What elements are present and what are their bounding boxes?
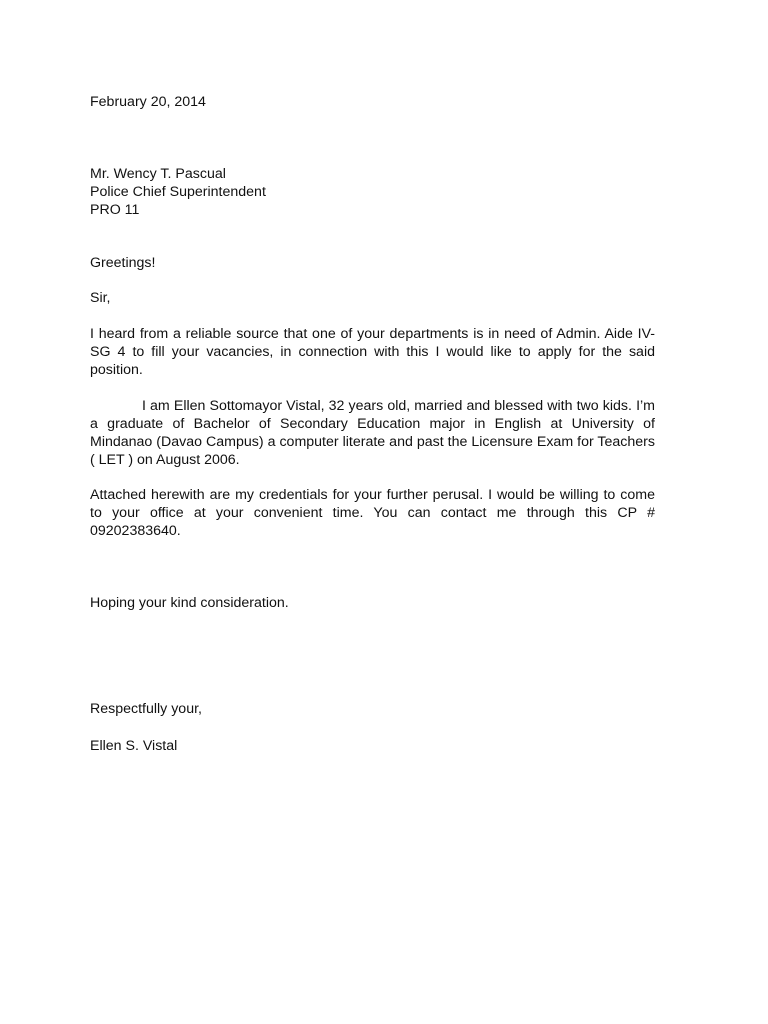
closing-line: Hoping your kind consideration. (90, 595, 289, 611)
signature-name: Ellen S. Vistal (90, 738, 178, 754)
body-paragraph-2: I am Ellen Sottomayor Vistal, 32 years old, married and blessed with two kids. I’m a graduate of Bachelor of Secondary Education major in English at University of Mindanao (Davao Campus) a computer literate and past the Licensure Exam for Teachers ( LET ) on August 2006. (90, 398, 655, 468)
recipient-title: Police Chief Superintendent (90, 184, 266, 200)
greeting: Greetings! (90, 255, 156, 271)
letter-date: February 20, 2014 (90, 94, 206, 110)
recipient-name: Mr. Wency T. Pascual (90, 166, 226, 182)
body-paragraph-1: I heard from a reliable source that one of your departments is in need of Admin. Aide IV-SG 4 to fill your vacancies, in connection with this I would like to apply for the said position. (90, 326, 655, 378)
recipient-block (90, 165, 655, 219)
body-paragraph-3: Attached herewith are my credentials for your further perusal. I would be willing to come to your office at your convenient time. You can contact me through this CP # 09202383640. (90, 487, 655, 539)
recipient-office: PRO 11 (90, 202, 140, 218)
complimentary-close: Respectfully your, (90, 701, 202, 717)
salutation: Sir, (90, 290, 111, 306)
